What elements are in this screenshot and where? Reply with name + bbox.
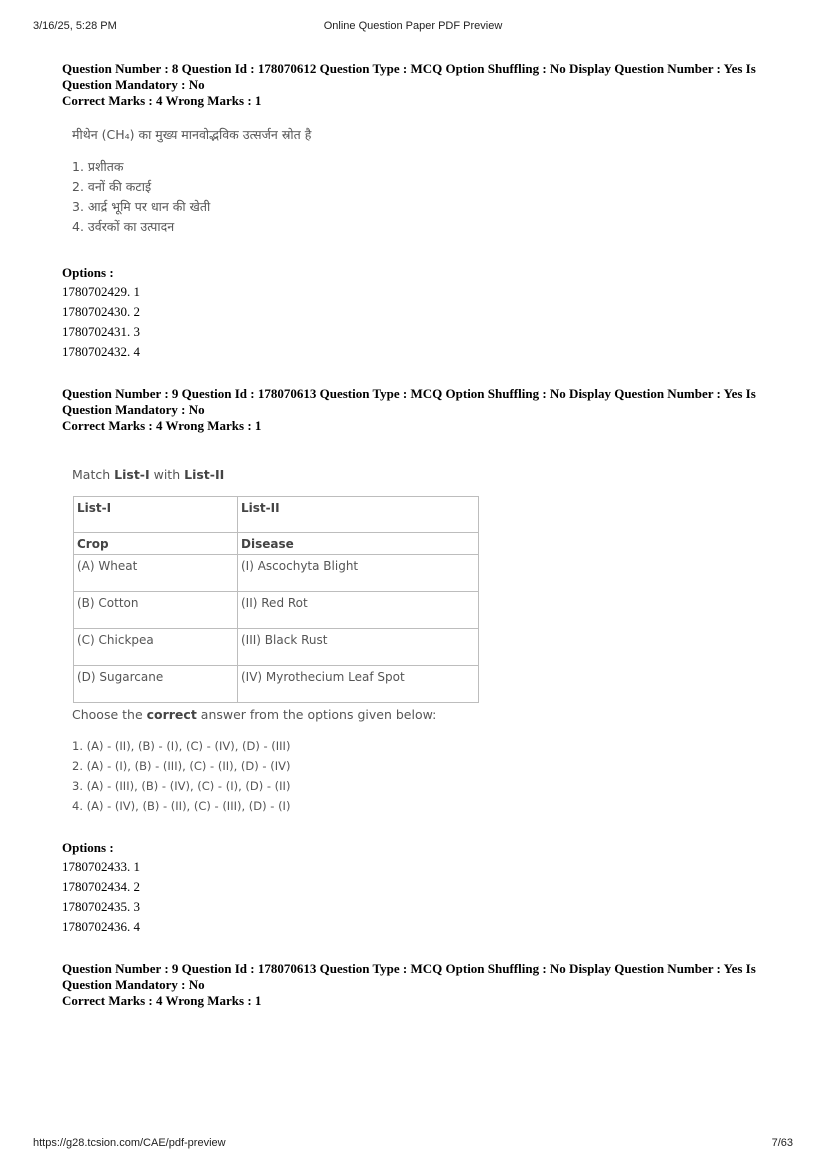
question-8-choice: 1. प्रशीतक xyxy=(72,159,124,174)
match-mid: with xyxy=(149,467,185,482)
table-subheader-cell: Crop xyxy=(74,533,238,555)
choose-bold: correct xyxy=(146,707,197,722)
question-8-meta xyxy=(62,61,782,109)
question-9-meta-line1: Question Number : 9 Question Id : 178070613 Question Type : MCQ Option Shuffling : No Display Question Number : Yes Is xyxy=(62,386,756,401)
options-label: Options : xyxy=(62,265,114,280)
print-page-number: 7/63 xyxy=(771,1137,793,1149)
question-8-choice: 4. उर्वरकों का उत्पादन xyxy=(72,219,175,234)
question-8-meta-line1: Question Number : 8 Question Id : 178070612 Question Type : MCQ Option Shuffling : No Display Question Number : Yes Is xyxy=(62,61,756,76)
option-row: 1780702430. 2 xyxy=(62,304,140,319)
table-cell: (C) Chickpea xyxy=(74,629,238,666)
match-table xyxy=(73,496,479,703)
choose-instruction xyxy=(72,707,479,722)
question-9-repeat-meta xyxy=(62,961,782,1009)
table-cell: (B) Cotton xyxy=(74,592,238,629)
option-row: 1780702429. 1 xyxy=(62,284,140,299)
question-9-choice: 2. (A) - (I), (B) - (III), (C) - (II), (D) - (IV) xyxy=(72,759,291,773)
match-list1: List-I xyxy=(114,467,150,482)
table-cell: (II) Red Rot xyxy=(238,592,479,629)
table-cell: (A) Wheat xyxy=(74,555,238,592)
question-9-meta xyxy=(62,386,782,434)
option-row: 1780702435. 3 xyxy=(62,899,140,914)
question-9-marks: Correct Marks : 4 Wrong Marks : 1 xyxy=(62,418,262,433)
question-8-choice: 3. आर्द्र भूमि पर धान की खेती xyxy=(72,199,211,214)
table-row xyxy=(74,592,479,629)
question-9-choice: 1. (A) - (II), (B) - (I), (C) - (IV), (D) - (III) xyxy=(72,739,291,753)
table-subheader-cell: Disease xyxy=(238,533,479,555)
option-row: 1780702432. 4 xyxy=(62,344,140,359)
table-row xyxy=(74,629,479,666)
table-cell: (III) Black Rust xyxy=(238,629,479,666)
table-row xyxy=(74,555,479,592)
question-9-repeat-marks: Correct Marks : 4 Wrong Marks : 1 xyxy=(62,993,262,1008)
question-8-choice: 2. वनों की कटाई xyxy=(72,179,152,194)
option-row: 1780702434. 2 xyxy=(62,879,140,894)
question-9-choice: 3. (A) - (III), (B) - (IV), (C) - (I), (D) - (II) xyxy=(72,779,291,793)
question-9-choice: 4. (A) - (IV), (B) - (II), (C) - (III), (D) - (I) xyxy=(72,799,291,813)
table-header-cell: List-I xyxy=(74,497,238,533)
print-page-title: Online Question Paper PDF Preview xyxy=(323,20,503,32)
question-9-repeat-meta-line2: Question Mandatory : No xyxy=(62,977,205,992)
question-8-stem: मीथेन (CH₄) का मुख्य मानवोद्भविक उत्सर्जन स्रोत है xyxy=(72,127,312,142)
table-subheader-row xyxy=(74,533,479,555)
question-9-repeat-meta-line1: Question Number : 9 Question Id : 178070613 Question Type : MCQ Option Shuffling : No Display Question Number : Yes Is xyxy=(62,961,756,976)
question-9-meta-line2: Question Mandatory : No xyxy=(62,402,205,417)
table-cell: (D) Sugarcane xyxy=(74,666,238,703)
table-cell: (IV) Myrothecium Leaf Spot xyxy=(238,666,479,703)
choose-suffix: answer from the options given below: xyxy=(196,707,437,722)
table-row xyxy=(74,666,479,703)
question-9-image xyxy=(72,467,479,816)
option-row: 1780702431. 3 xyxy=(62,324,140,339)
match-list2: List-II xyxy=(184,467,225,482)
print-url: https://g28.tcsion.com/CAE/pdf-preview xyxy=(33,1137,226,1149)
print-datetime: 3/16/25, 5:28 PM xyxy=(33,20,117,32)
match-prefix: Match xyxy=(72,467,115,482)
question-8-image xyxy=(72,126,311,237)
question-8-marks: Correct Marks : 4 Wrong Marks : 1 xyxy=(62,93,262,108)
question-9-options xyxy=(62,838,140,937)
options-label: Options : xyxy=(62,840,114,855)
table-cell: (I) Ascochyta Blight xyxy=(238,555,479,592)
match-instruction xyxy=(72,467,479,482)
question-8-meta-line2: Question Mandatory : No xyxy=(62,77,205,92)
option-row: 1780702433. 1 xyxy=(62,859,140,874)
table-header-cell: List-II xyxy=(238,497,479,533)
option-row: 1780702436. 4 xyxy=(62,919,140,934)
question-8-options xyxy=(62,263,140,362)
choose-prefix: Choose the xyxy=(72,707,147,722)
table-header-row xyxy=(74,497,479,533)
